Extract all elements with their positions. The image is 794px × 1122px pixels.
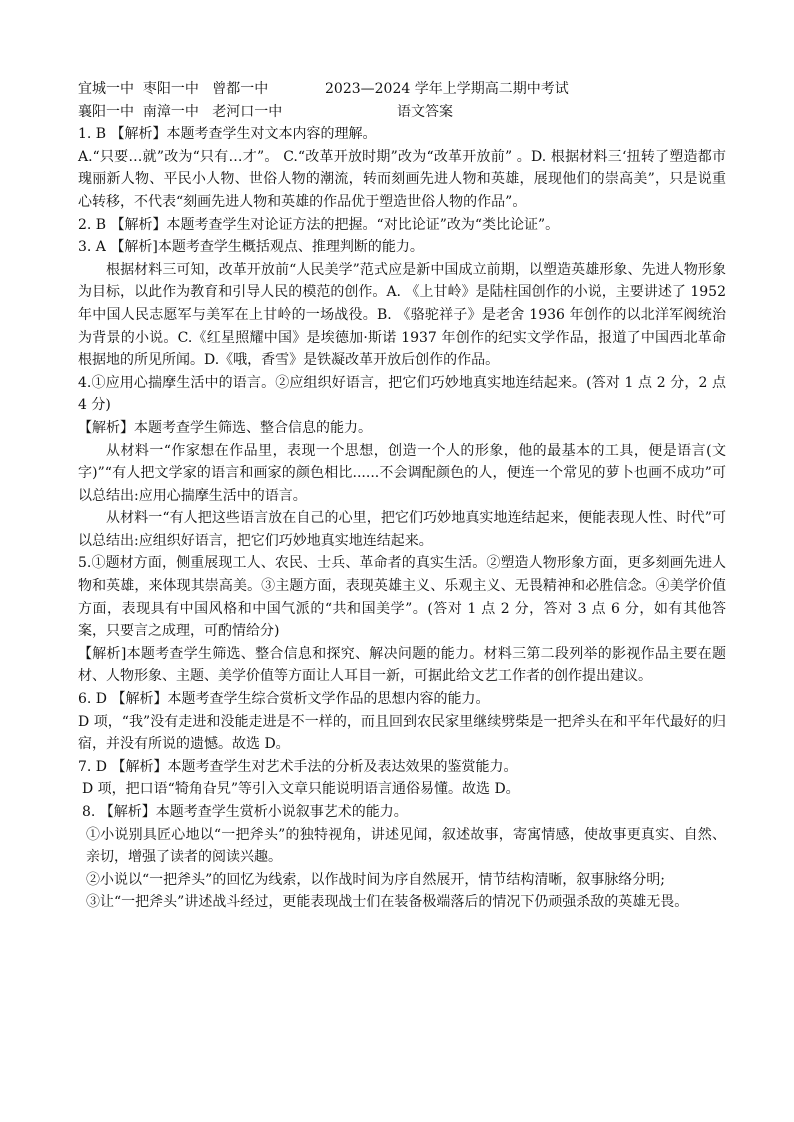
explanation-6: D 项，“我”没有走进和没能走进是不一样的，而且回到农民家里继续劈柴是一把斧头在和平年代最好的归宿，并没有所说的遗憾。故选 D。 — [78, 713, 726, 753]
answer-1: 1. B 【解析】本题考查学生对文本内容的理解。 — [78, 126, 377, 143]
school-list-1: 宜城一中 枣阳一中 曾都一中 — [78, 81, 269, 97]
explanation-8-point-2: ②小说以“一把斧头”的回忆为线索，以作战时间为序自然展开，情节结构清晰，叙事脉络分明; — [86, 871, 666, 888]
explanation-7: D 项，把口语“犄角旮旯”等引入文章只能说明语言通俗易懂。故选 D。 — [82, 781, 520, 798]
explanation-8-point-1: ①小说别具匠心地以“一把斧头”的独特视角，讲述见闻，叙述故事，寄寓情感，使故事更真实、自然、亲切，增强了读者的阅读兴趣。 — [86, 826, 726, 866]
answer-4: 4.①应用心揣摩生活中的语言。②应组织好语言，把它们巧妙地真实地连结起来。(答对 1 点 2 分，2 点 4 分) — [78, 374, 726, 414]
analysis-4: 【解析】本题考查学生筛选、整合信息的能力。 — [78, 419, 372, 436]
answer-3: 3. A 【解析]本题考查学生概括观点、推理判断的能力。 — [78, 239, 424, 256]
header-row-2 — [78, 101, 726, 124]
analysis-5: 【解析]本题考查学生筛选、整合信息和探究、解决问题的能力。材料三第二段列举的影视作品主要在题材、人物形象、主题、美学价值等方面让人耳目一新，可据此给文艺工作者的创作提出建议。 — [78, 645, 726, 685]
explanation-1: A.“只要…就”改为“只有…才”。 C.“改革开放时期”改为“改革开放前” 。D. 根据材料三‘扭转了塑造都市瑰丽新人物、平民小人物、世俗人物的潮流，转而刻画先进人物和英雄，展现他们的崇高美”，只是说重心转移，不代表“刻画先进人物和英雄的作品优于塑造世俗人物的作品”。 — [78, 148, 726, 210]
answer-2: 2. B 【解析】本题考查学生对论证方法的把握。“对比论证”改为“类比论证”。 — [78, 216, 560, 233]
answer-6: 6. D 【解析】本题考查学生综合赏析文学作品的思想内容的能力。 — [78, 691, 490, 708]
explanation-8-point-3: ③让“一把斧头”讲述战斗经过，更能表现战士们在装备极端落后的情况下仍顽强杀敌的英雄无畏。 — [86, 894, 689, 911]
explanation-3: 根据材料三可知，改革开放前“人民美学”范式应是新中国成立前期，以塑造英雄形象、先进人物形象为目标，以此作为教育和引导人民的模范的创作。A. 《上甘岭》是陆柱国创作的小说，主要讲述了 1952 年中国人民志愿军与美军在上甘岭的一场战役。B. 《骆驼祥子》是老舍 1936 年创作的以北洋军阀统治为背景的小说。C.《红星照耀中国》是埃德加·斯诺 1937 年创作的纪实文学作品，报道了中国西北革命根据地的所见所闻。D.《哦，香雪》是铁凝改革开放后创作的作品。 — [78, 261, 726, 369]
answer-sheet — [78, 78, 726, 914]
explanation-4-b: 从材料一“有人把这些语言放在自己的心里，把它们巧妙地真实地连结起来，便能表现人性、时代”可以总结出:应组织好语言，把它们巧妙地真实地连结起来。 — [78, 510, 726, 549]
school-list-2: 襄阳一中 南漳一中 老河口一中 — [78, 103, 283, 120]
answer-7: 7. D 【解析】本题考查学生对艺术手法的分析及表达效果的鉴赏能力。 — [78, 758, 518, 775]
answer-8: 8. 【解析】本题考查学生赏析小说叙事艺术的能力。 — [82, 804, 408, 820]
exam-title: 2023—2024 学年上学期高二期中考试 — [325, 81, 569, 97]
answer-5: 5.①题材方面，侧重展现工人、农民、士兵、革命者的真实生活。②塑造人物形象方面，更多刻画先进人物和英雄，来体现其崇高美。③主题方面，表现英雄主义、乐观主义、无畏精神和必胜信念。④美学价值方面，表现具有中国风格和中国气派的“共和国美学”。(答对 1 点 2 分，答对 3 点 6 分，如有其他答案，只要言之成理，可酌情给分) — [78, 555, 726, 640]
header-row-1 — [78, 78, 726, 101]
explanation-4-a: 从材料一“作家想在作品里，表现一个思想，创造一个人的形象，他的最基本的工具，便是语言(文字)”“有人把文学家的语言和画家的颜色相比......不会调配颜色的人，便连一个常见的萝卜也画不成功”可以总结出:应用心揣摩生活中的语言。 — [78, 442, 726, 504]
doc-title: 语文答案 — [397, 103, 453, 120]
